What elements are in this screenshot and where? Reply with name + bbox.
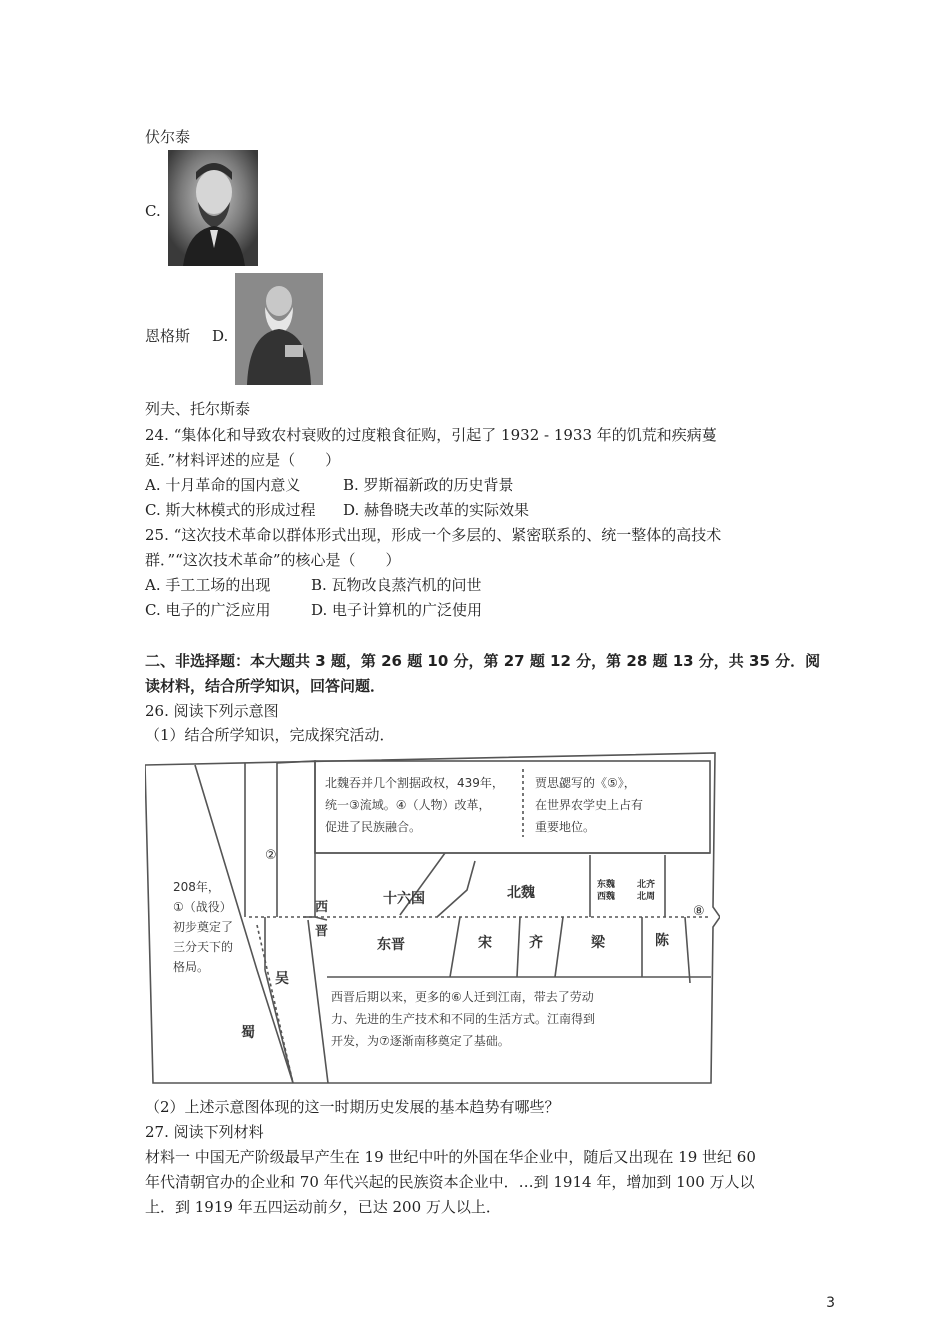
q26-sub1: （1）结合所学知识，完成探究活动．: [145, 726, 395, 744]
label-beiwei: 北魏: [507, 885, 535, 901]
box-top-right-line3: 重要地位。: [535, 820, 596, 834]
q26-title: 26. 阅读下列示意图: [145, 702, 279, 720]
bottom-box-line1: 西晋后期以来，更多的⑥人迁到江南，带去了劳动: [331, 990, 594, 1004]
bottom-box-line3: 开发，为⑦逐渐南移奠定了基础。: [331, 1034, 510, 1048]
label-shiliuguo: 十六国: [383, 891, 425, 907]
q24-option-d: D. 赫鲁晓夫改革的实际效果: [343, 501, 530, 519]
q25-option-c: C. 电子的广泛应用: [145, 601, 271, 619]
q27-material1-line2: 年代清朝官办的企业和 70 年代兴起的民族资本企业中．…到 1914 年，增加到 100 万人以: [145, 1173, 755, 1191]
q25-option-d: D. 电子计算机的广泛使用: [311, 601, 483, 619]
q25-option-a: A. 手工工场的出现: [145, 576, 271, 594]
label-dongwei: 东魏: [597, 880, 616, 890]
left-note-line4: 三分天下的: [173, 940, 234, 954]
prev-option-tail: 伏尔泰: [145, 128, 191, 146]
page-number: 3: [826, 1295, 835, 1311]
section2-line1: 二、非选择题：本大题共 3 题，第 26 题 10 分，第 27 题 12 分，第 28 题 13 分，共 35 分．阅: [145, 652, 821, 670]
option-d-label: D.: [212, 327, 229, 345]
label-liang: 梁: [591, 935, 605, 951]
label-chen: 陈: [655, 933, 669, 949]
q25-option-b: B. 瓦物改良蒸汽机的问世: [311, 576, 482, 594]
q25-line2: 群．”“这次技术革命”的核心是（ ）: [145, 551, 401, 569]
circle-8: ⑧: [693, 904, 705, 919]
label-shu: 蜀: [241, 1025, 255, 1041]
q24-option-b: B. 罗斯福新政的历史背景: [343, 476, 514, 494]
q24-line1: 24. “集体化和导致农村衰败的过度粮食征购，引起了 1932 - 1933 年的饥荒和疾病蔓: [145, 426, 717, 444]
tolstoy-portrait: [235, 273, 323, 385]
box-top-right-line2: 在世界农学史上占有: [535, 798, 644, 812]
left-note-line1: 208年，: [173, 880, 220, 894]
section2-line2: 读材料，结合所学知识，回答问题．: [145, 677, 386, 695]
box-top-right-line1: 贾思勰写的《⑤》，: [535, 776, 636, 790]
label-beiqi: 北齐: [637, 880, 656, 890]
xijin-2: 晋: [315, 924, 329, 939]
q27-material1-line1: 材料一 中国无产阶级最早产生在 19 世纪中叶的外国在华企业中，随后又出现在 19 世纪 60: [145, 1148, 756, 1166]
q24-option-c: C. 斯大林模式的形成过程: [145, 501, 316, 519]
circle-2: ②: [265, 848, 277, 863]
q24-option-a: A. 十月革命的国内意义: [145, 476, 301, 494]
option-c-name: 恩格斯: [145, 327, 191, 345]
label-dongjin: 东晋: [377, 937, 405, 953]
left-note-line5: 格局。: [173, 960, 210, 974]
box-top-left-line1: 北魏吞并几个割据政权，439年，: [325, 776, 504, 790]
q26-sub2: （2）上述示意图体现的这一时期历史发展的基本趋势有哪些？: [145, 1098, 560, 1116]
option-c-label: C.: [145, 202, 161, 220]
label-wu: 吴: [275, 971, 289, 987]
label-qi: 齐: [529, 935, 543, 951]
box-top-left-line2: 统一③流域。④（人物）改革，: [325, 798, 491, 812]
q24-line2: 延．”材料评述的应是（ ）: [145, 451, 341, 469]
option-d-tail: 列夫、托尔斯泰: [145, 400, 251, 418]
label-xiwei: 西魏: [597, 892, 616, 902]
xijin-1: 西: [315, 900, 329, 915]
history-timeline-diagram: [145, 745, 720, 1085]
q25-line1: 25. “这次技术革命以群体形式出现，形成一个多层的、紧密联系的、统一整体的高技术: [145, 526, 722, 544]
label-beizhou: 北周: [637, 892, 656, 902]
box-top-left-line3: 促进了民族融合。: [325, 820, 422, 834]
q27-title: 27. 阅读下列材料: [145, 1123, 264, 1141]
left-note-line3: 初步奠定了: [173, 920, 234, 934]
left-note-line2: ①（战役）: [173, 900, 232, 914]
bottom-box-line2: 力、先进的生产技术和不同的生活方式。江南得到: [331, 1012, 596, 1026]
engels-portrait: [168, 150, 258, 266]
q27-material1-line3: 上．到 1919 年五四运动前夕，已达 200 万人以上．: [145, 1198, 501, 1216]
label-song: 宋: [478, 935, 492, 951]
